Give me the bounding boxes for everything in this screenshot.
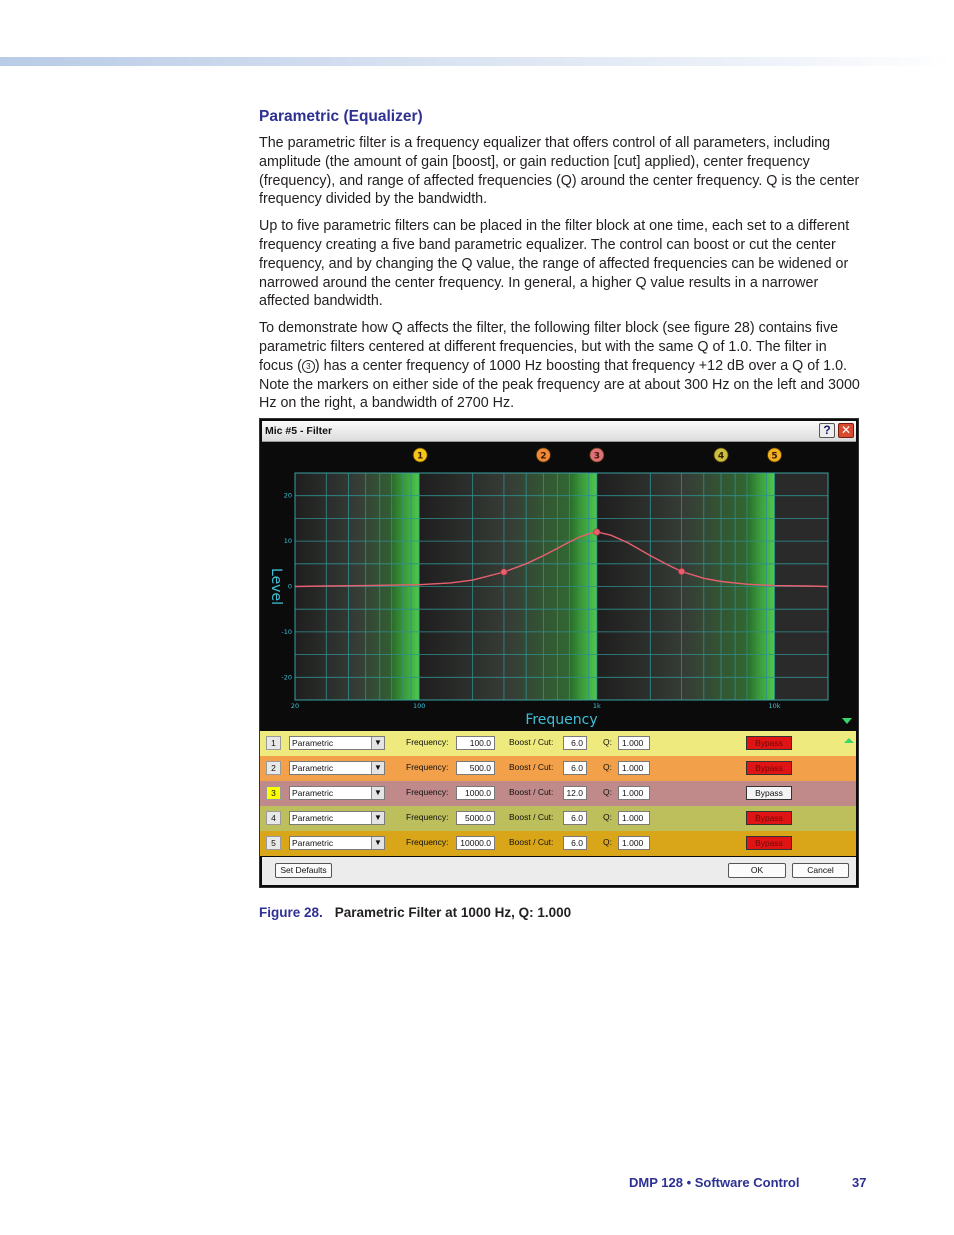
boost-cut-input[interactable]: 6.0 — [563, 736, 587, 750]
frequency-label: Frequency: — [406, 787, 449, 797]
collapse-arrow-icon[interactable] — [842, 718, 852, 724]
boost-cut-input[interactable]: 12.0 — [563, 786, 587, 800]
y-tick-label: 20 — [283, 491, 292, 500]
band-marker-label: 4 — [717, 451, 725, 462]
y-tick-label: 0 — [287, 582, 292, 591]
band-marker-3[interactable] — [590, 448, 604, 462]
bypass-button[interactable]: Bypass — [746, 736, 792, 750]
frequency-input[interactable]: 500.0 — [456, 761, 495, 775]
page-number: 37 — [852, 1175, 867, 1190]
filter-type-select[interactable]: Parametric ▼ — [289, 736, 385, 750]
band-3-circle-icon: 3 — [302, 360, 315, 373]
bypass-button[interactable]: Bypass — [746, 761, 792, 775]
frequency-label: Frequency: — [406, 762, 449, 772]
q-input[interactable]: 1.000 — [618, 811, 650, 825]
filter-type-select[interactable]: Parametric ▼ — [289, 761, 385, 775]
filter-type-select[interactable]: Parametric ▼ — [289, 811, 385, 825]
band-markers — [413, 448, 781, 462]
ok-button[interactable]: OK — [728, 863, 786, 878]
frequency-label: Frequency: — [406, 837, 449, 847]
chevron-down-icon[interactable]: ▼ — [371, 787, 384, 799]
chevron-down-icon[interactable]: ▼ — [371, 812, 384, 824]
figure-caption — [259, 905, 571, 920]
bypass-button[interactable]: Bypass — [746, 811, 792, 825]
figure-number: Figure 28. — [259, 905, 323, 920]
band-row-2 — [260, 756, 856, 781]
frequency-input[interactable]: 1000.0 — [456, 786, 495, 800]
band-row-1 — [260, 731, 856, 756]
boost-cut-label: Boost / Cut: — [509, 812, 554, 822]
header-rule — [0, 57, 954, 66]
frequency-label: Frequency: — [406, 812, 449, 822]
y-tick-label: 10 — [283, 537, 292, 546]
frequency-response-graph — [262, 442, 856, 731]
x-tick-label: 10k — [768, 702, 781, 710]
band-row-5 — [260, 831, 856, 856]
y-axis-label: Level — [268, 568, 284, 605]
bypass-button[interactable]: Bypass — [746, 836, 792, 850]
curve-point — [594, 529, 600, 535]
boost-cut-label: Boost / Cut: — [509, 787, 554, 797]
frequency-input[interactable]: 10000.0 — [456, 836, 495, 850]
dialog-titlebar — [262, 421, 856, 442]
bypass-button[interactable]: Bypass — [746, 786, 792, 800]
chevron-down-icon[interactable]: ▼ — [371, 762, 384, 774]
set-defaults-button[interactable]: Set Defaults — [275, 863, 332, 878]
band-marker-5[interactable] — [768, 448, 782, 462]
help-button[interactable]: ? — [819, 423, 835, 438]
paragraph-2: Up to five parametric filters can be placed in the filter block at one time, each set to a different frequency creating a five band parametric equalizer. The control can boost or cut the center frequency, and by changing the Q value, the range of affected frequencies can be widened or narrowed around the center frequency. In general, a higher Q value results in a narrower affected bandwidth. — [259, 218, 850, 310]
boost-cut-input[interactable]: 6.0 — [563, 836, 587, 850]
band-marker-4[interactable] — [714, 448, 728, 462]
band-marker-label: 3 — [593, 451, 600, 462]
q-label: Q: — [603, 737, 612, 747]
band-number-button[interactable]: 5 — [266, 836, 281, 850]
dialog-footer — [262, 857, 856, 885]
figure-title: Parametric Filter at 1000 Hz, Q: 1.000 — [334, 905, 572, 920]
y-tick-label: -20 — [281, 673, 292, 682]
x-axis-label: Frequency — [525, 712, 598, 728]
band-number-button[interactable]: 4 — [266, 811, 281, 825]
x-tick-label: 20 — [290, 702, 300, 710]
band-number-button[interactable]: 2 — [266, 761, 281, 775]
band-row-3 — [260, 781, 856, 806]
boost-cut-label: Boost / Cut: — [509, 762, 554, 772]
band-marker-2[interactable] — [536, 448, 550, 462]
filter-type-select[interactable]: Parametric ▼ — [289, 836, 385, 850]
paragraph-1: The parametric filter is a frequency equalizer that offers control of all parameters, including amplitude (the amount of gain [boost], or gain reduction [cut] applied), center frequency (frequency), and range of affected frequencies (Q) around the center frequency. Q is the center frequency divided by the bandwidth. — [259, 135, 860, 208]
filter-type-select[interactable]: Parametric ▼ — [289, 786, 385, 800]
chevron-down-icon[interactable]: ▼ — [371, 837, 384, 849]
band-row-4 — [260, 806, 856, 831]
curve-point — [678, 568, 684, 574]
close-button[interactable]: ✕ — [838, 423, 854, 438]
boost-cut-label: Boost / Cut: — [509, 837, 554, 847]
q-label: Q: — [603, 787, 612, 797]
section-content — [259, 108, 863, 421]
q-label: Q: — [603, 812, 612, 822]
q-label: Q: — [603, 762, 612, 772]
q-label: Q: — [603, 837, 612, 847]
x-tick-label: 100 — [412, 702, 426, 710]
band-marker-label: 5 — [771, 451, 778, 462]
section-heading: Parametric (Equalizer) — [259, 108, 423, 125]
page-footer-text: DMP 128 • Software Control — [629, 1175, 800, 1190]
boost-cut-input[interactable]: 6.0 — [563, 761, 587, 775]
q-input[interactable]: 1.000 — [618, 736, 650, 750]
cancel-button[interactable]: Cancel — [792, 863, 849, 878]
band-list — [260, 731, 856, 856]
q-input[interactable]: 1.000 — [618, 761, 650, 775]
y-tick-label: -10 — [281, 627, 292, 636]
q-input[interactable]: 1.000 — [618, 836, 650, 850]
paragraph-3: To demonstrate how Q affects the filter, the following filter block (see figure 28) contains five parametric filters centered at different frequencies, but with the same Q of 1.0. The filter in focus ( 3 ) has a center frequency of 1000 Hz boosting that frequency +12 dB over a Q of 1.0. Note the markers on either side of the peak frequency are at about 300 Hz on the left and 3000 Hz on the right, a bandwidth of 2700 Hz. — [259, 320, 860, 412]
band-marker-1[interactable] — [413, 448, 427, 462]
curve-point — [501, 569, 507, 575]
band-marker-label: 2 — [540, 451, 547, 462]
expand-arrow-icon[interactable] — [844, 738, 854, 743]
frequency-input[interactable]: 100.0 — [456, 736, 495, 750]
frequency-input[interactable]: 5000.0 — [456, 811, 495, 825]
chevron-down-icon[interactable]: ▼ — [371, 737, 384, 749]
x-tick-label: 1k — [592, 702, 601, 710]
filter-dialog — [259, 418, 859, 888]
boost-cut-input[interactable]: 6.0 — [563, 811, 587, 825]
boost-cut-label: Boost / Cut: — [509, 737, 554, 747]
band-number-button[interactable]: 3 — [266, 786, 281, 800]
frequency-label: Frequency: — [406, 737, 449, 747]
dialog-title: Mic #5 - Filter — [265, 425, 333, 437]
band-marker-label: 1 — [417, 451, 424, 462]
response-chart[interactable] — [262, 442, 856, 731]
band-number-button[interactable]: 1 — [266, 736, 281, 750]
q-input[interactable]: 1.000 — [618, 786, 650, 800]
